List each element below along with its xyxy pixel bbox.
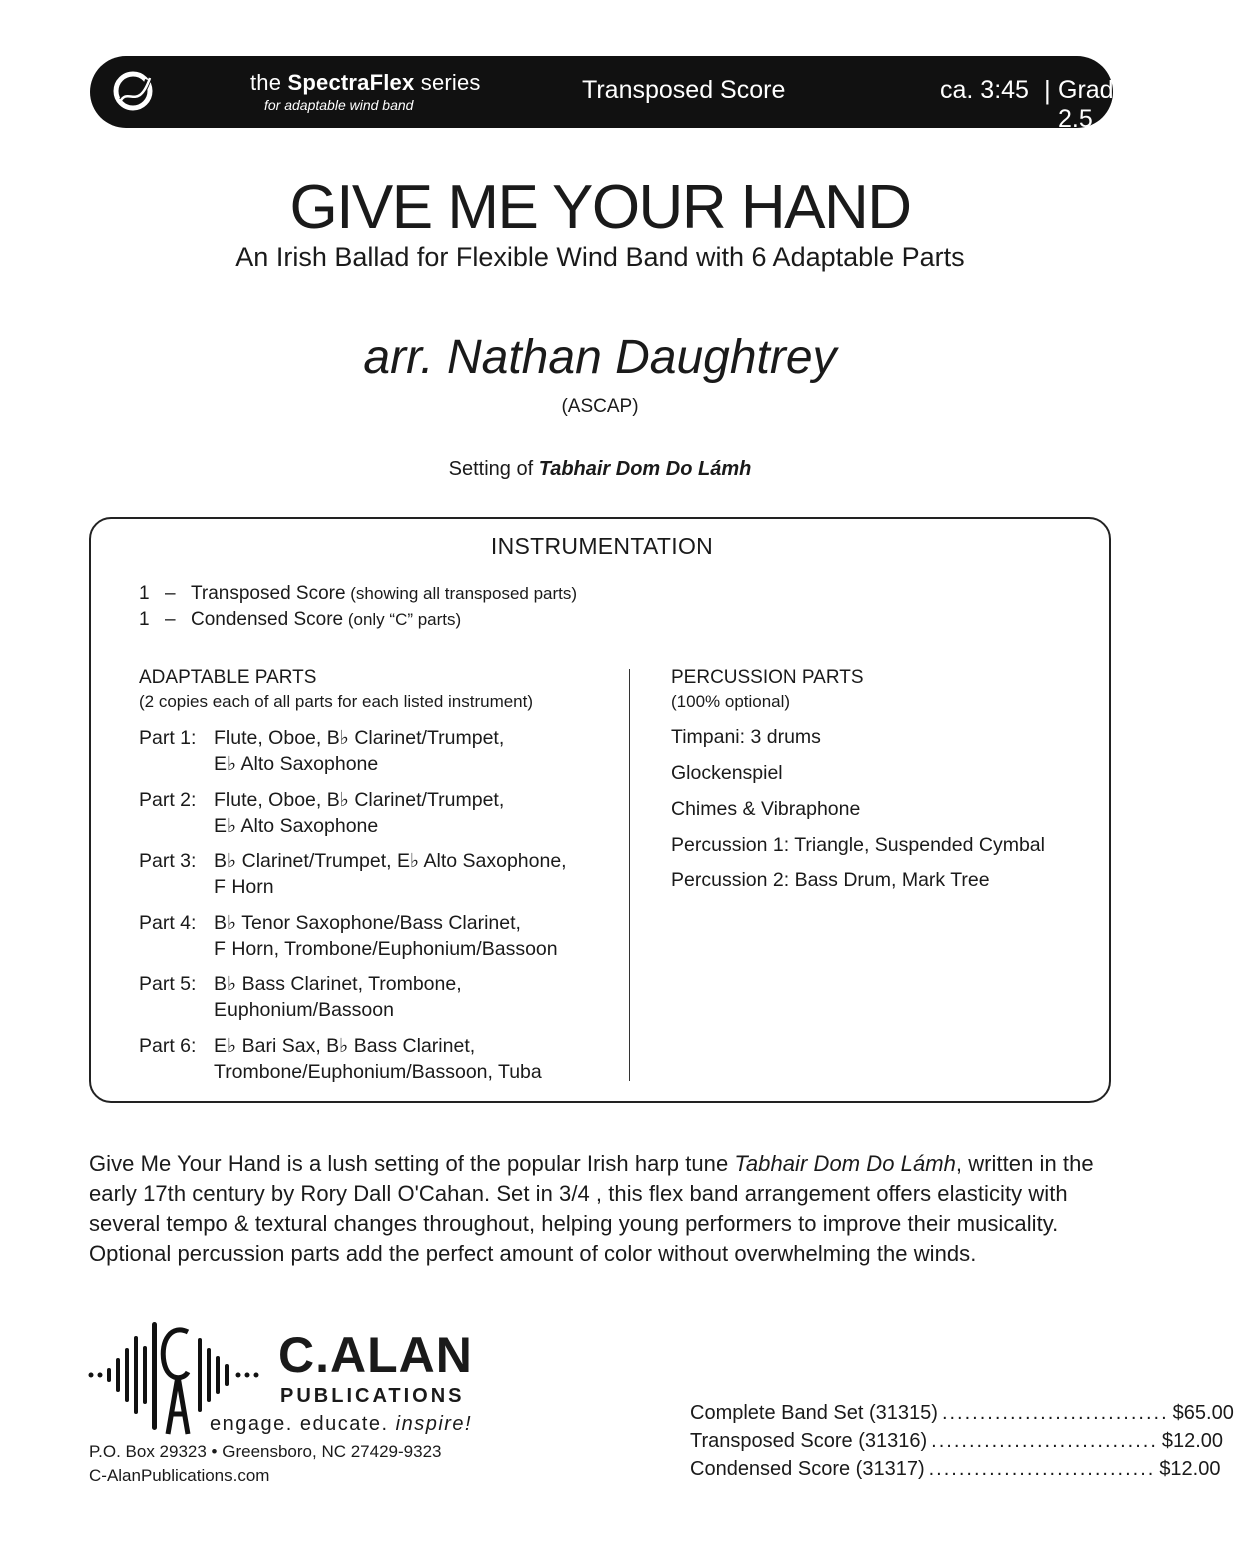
banner-separator: |: [1044, 75, 1051, 105]
piece-subtitle: An Irish Ballad for Flexible Wind Band with 6 Adaptable Parts: [235, 242, 965, 272]
percussion-entry: Timpani: 3 drums: [671, 726, 821, 748]
piece-title: GIVE ME YOUR HAND: [289, 173, 911, 242]
publisher-subtitle: PUBLICATIONS: [280, 1385, 465, 1407]
percussion-parts-heading: PERCUSSION PARTS: [671, 667, 864, 688]
score-item: 1 – Condensed Score (only “C” parts): [139, 609, 462, 630]
percussion-entry: Percussion 2: Bass Drum, Mark Tree: [671, 869, 990, 891]
original-work-title: Tabhair Dom Do Lámh: [538, 458, 752, 480]
setting-note: Setting of Tabhair Dom Do Lámh: [448, 458, 752, 480]
percussion-entry: Glockenspiel: [671, 762, 783, 784]
piece-description: Give Me Your Hand is a lush setting of the popular Irish harp tune Tabhair Dom Do Lámh, written in the early 17th century by Rory Dall O'Cahan. Set in 3/4 , this flex band arrangement offers elasticity with several tempo & textural changes throughout, helping young performers to improve their musicality. Optional percussion parts add the perfect amount of color without overwhelming the winds.: [89, 1151, 1094, 1266]
adaptable-parts-heading: ADAPTABLE PARTS: [139, 667, 317, 688]
spectraflex-logo-icon: [108, 66, 158, 116]
price-row: Transposed Score (31316) .............................. $12.00: [690, 1430, 1224, 1452]
duration: ca. 3:45: [940, 76, 1029, 104]
performing-rights-society: (ASCAP): [561, 396, 639, 417]
series-banner: [90, 56, 1128, 133]
publisher-tagline: engage. educate. inspire!: [210, 1413, 473, 1435]
price-row: Complete Band Set (31315) .............................. $65.00: [690, 1402, 1234, 1424]
publisher-website[interactable]: C-AlanPublications.com: [89, 1466, 270, 1485]
percussion-entry: Chimes & Vibraphone: [671, 798, 861, 820]
price-row: Condensed Score (31317) .............................. $12.00: [690, 1458, 1221, 1480]
score-item: 1 – Transposed Score (showing all transposed parts): [139, 583, 578, 604]
percussion-entry: Percussion 1: Triangle, Suspended Cymbal: [671, 834, 1045, 856]
percussion-parts-note: (100% optional): [671, 692, 791, 711]
series-name: the SpectraFlex series: [250, 70, 481, 95]
instrumentation-heading: INSTRUMENTATION: [490, 533, 714, 559]
grade-level: Grade 2.5: [1058, 76, 1128, 133]
column-divider: [629, 669, 630, 1081]
publisher-name: C.ALAN: [278, 1327, 473, 1383]
price-list: [690, 1402, 1234, 1486]
publisher-address: P.O. Box 29323 • Greensboro, NC 27429-9323: [89, 1442, 442, 1461]
adaptable-parts-note: (2 copies each of all parts for each listed instrument): [139, 692, 534, 711]
instrumentation-box: INSTRUMENTATION 1 – Transposed Score (showing all transposed parts) 1 – Condensed Score (only “C” parts) ADAPTABLE PARTS (2 copies each of all parts for each listed instrument) Part 1: Flute, Oboe, B♭ Clarinet/Trumpet, E♭ Alto Saxophone Part 2: Flute, Oboe, B♭ Clarinet/Trumpet, E♭ Alto Saxophone Part 3: B♭ Clarinet/Trumpet, E♭ Alto Saxophone, F Horn Part 4: B♭ Tenor Saxophone/Bass Clarinet, F Horn, Trombone/Euphonium/Bassoon Part 5: B♭ Bass Clarinet, Trombone, Euphonium/Bassoon Part 6: E♭ Bari Sax, B♭ Bass Clarinet, Trombone/Euphonium/Bassoon, Tuba PERCUSSION PARTS (100% optional) Timpani: 3 drums Glockenspiel Chimes & Vibraphone Percussion 1: Triangle, Suspended Cymbal Percussion 2: Bass Drum, Mark Tree: [89, 517, 1111, 1103]
arranger: arr. Nathan Daughtrey: [363, 331, 837, 384]
score-type: Transposed Score: [582, 76, 786, 104]
series-tagline: for adaptable wind band: [264, 97, 414, 113]
